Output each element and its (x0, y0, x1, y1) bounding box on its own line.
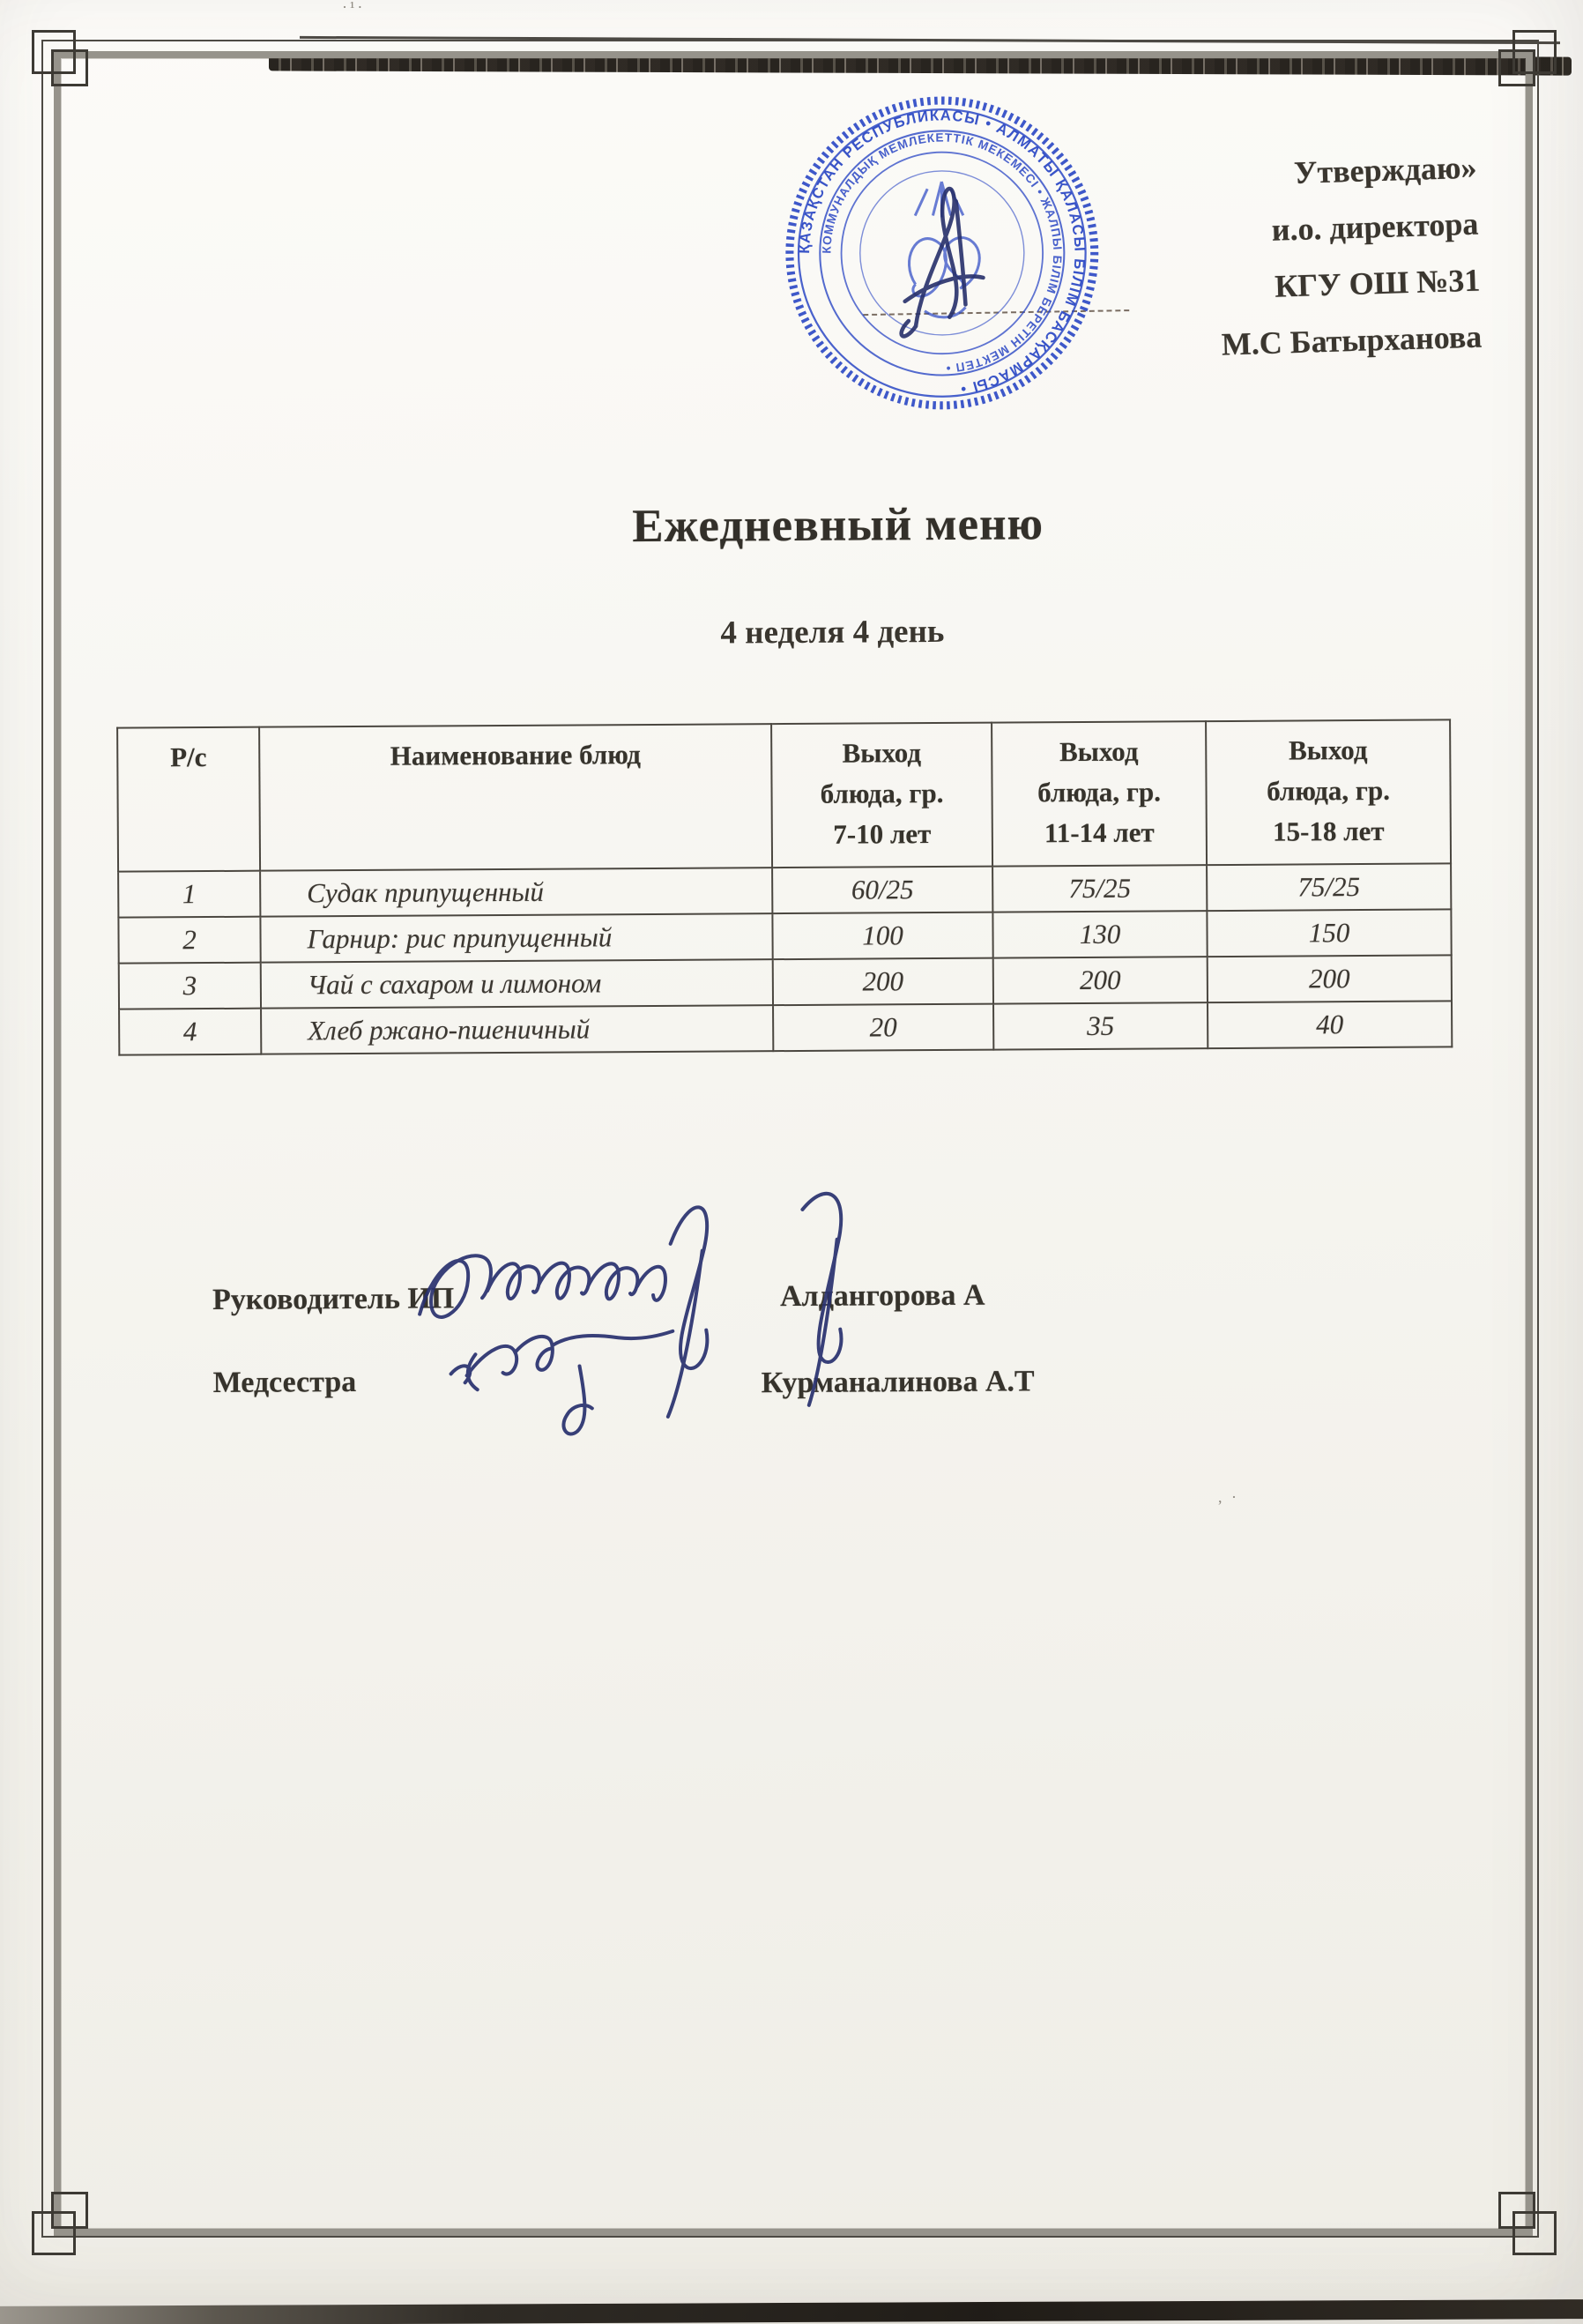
col-header-out-15-18: Выход блюда, гр. 15-18 лет (1206, 719, 1451, 865)
stamp-beaded-ring (789, 100, 1096, 406)
approval-block (1215, 139, 1483, 373)
table-row (118, 909, 1451, 963)
signature-name-nurse: Курманалинова А.Т (761, 1365, 1035, 1400)
col-header-name: Наименование блюд (259, 724, 772, 871)
dish-name: Хлеб ржано-пшеничный (261, 1005, 773, 1054)
stamp-overlay-signature (901, 189, 984, 337)
row-number: 3 (119, 963, 261, 1009)
table-row (119, 1001, 1452, 1054)
row-number: 1 (118, 871, 260, 918)
approval-line: Утверждаю» (1292, 149, 1477, 190)
col-header-out-11-14: Выход блюда, гр. 11-14 лет (992, 721, 1207, 866)
portion-11-14: 130 (992, 911, 1207, 957)
signature-role-nurse: Медсестра (212, 1366, 357, 1400)
page-title: Ежедневный меню (632, 498, 1044, 553)
portion-15-18: 200 (1208, 955, 1452, 1002)
signature-role-director: Руководитель ИП (212, 1282, 455, 1317)
approval-line: КГУ ОШ №31 (1274, 262, 1481, 304)
col-header-num: Р/с (117, 727, 260, 872)
portion-11-14: 200 (993, 957, 1208, 1003)
row-number: 2 (118, 917, 260, 964)
stamp-outer-ring-text: ҚАЗАҚСТАН РЕСПУБЛИКАСЫ • АЛМАТЫ ҚАЛАСЫ БІЛІМ БАСҚАРМАСЫ • (796, 107, 1089, 399)
portion-7-10: 20 (773, 1004, 993, 1052)
ink-speck: , · (1218, 1488, 1239, 1506)
menu-table-header-row (117, 719, 1451, 871)
school-round-stamp (781, 92, 1104, 414)
dish-name: Чай с сахаром и лимоном (261, 959, 773, 1009)
nurse-signature-ink (450, 1331, 673, 1435)
svg-text:ҚАЗАҚСТАН РЕСПУБЛИКАСЫ • АЛМ (795, 106, 1089, 399)
table-row (118, 863, 1451, 917)
portion-15-18: 150 (1207, 909, 1451, 957)
dish-name: Судак припущенный (260, 868, 772, 917)
stamp-inner-ring-text: КОММУНАЛДЫҚ МЕМЛЕКЕТТІК МЕКЕМЕСІ • ЖАЛПЫ БІЛІМ БЕРЕТІН МЕКТЕП • (820, 130, 1065, 376)
table-row (119, 955, 1452, 1009)
approval-line: М.С Батырханова (1220, 318, 1483, 362)
dish-name: Гарнир: рис припущенный (260, 913, 772, 963)
signature-name-director: Алдангорова А (779, 1278, 985, 1314)
portion-11-14: 75/25 (992, 865, 1207, 912)
pencil-speck: ·¹· (342, 0, 366, 16)
row-number: 4 (119, 1009, 261, 1055)
menu-table (116, 719, 1453, 1055)
portion-7-10: 200 (773, 958, 993, 1006)
director-signature-ink (419, 1194, 842, 1419)
col-header-out-7-10: Выход блюда, гр. 7-10 лет (771, 723, 992, 868)
portion-15-18: 75/25 (1207, 863, 1451, 911)
handwritten-signatures (379, 1154, 927, 1484)
portion-7-10: 100 (772, 912, 992, 960)
portion-7-10: 60/25 (772, 867, 992, 914)
portion-15-18: 40 (1208, 1001, 1452, 1048)
page-subtitle: 4 неделя 4 день (720, 613, 945, 652)
portion-11-14: 35 (993, 1002, 1208, 1049)
approval-line: и.о. директора (1270, 205, 1479, 248)
